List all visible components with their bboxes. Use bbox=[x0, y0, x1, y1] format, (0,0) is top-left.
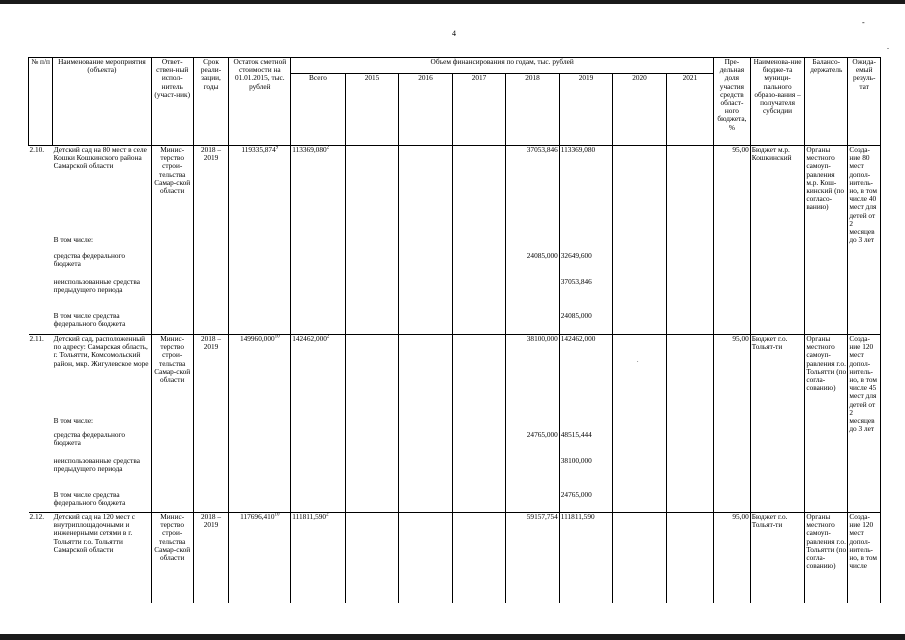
header-num: № п/п bbox=[29, 58, 53, 146]
header-share: Пре-дельная доля участия средств област-ного бюджета, % bbox=[714, 58, 751, 146]
header-year: 2019 bbox=[559, 74, 613, 146]
row-num: 2.12. bbox=[29, 513, 53, 603]
table-row bbox=[29, 513, 881, 603]
bottom-scan-border bbox=[0, 634, 905, 640]
header-holder: Балансо-держатель bbox=[805, 58, 848, 146]
header-name: Наименование мероприятия (объекта) bbox=[53, 58, 152, 146]
sub-row-2019: 37053,846 bbox=[559, 278, 613, 312]
header-year: 2020 bbox=[613, 74, 667, 146]
page-number: 4 bbox=[452, 29, 456, 38]
funding-table bbox=[28, 57, 881, 603]
corner-mark: . bbox=[887, 42, 889, 51]
row-budget: Бюджет г.о. Тольят-ти bbox=[750, 335, 805, 417]
header-budget: Наименова-ние бюдже-та муници-пального образо-вания – получателя субсидии bbox=[750, 58, 805, 146]
header-funding: Объем финансирования по годам, тыс. рублей bbox=[291, 58, 714, 74]
sub-row-2019: 48515,444 bbox=[559, 431, 613, 457]
row-holder: Органы местного самоуп-равления м.р. Кош-кинский (по согласо-ванию) bbox=[805, 146, 848, 252]
row-budget: Бюджет г.о. Тольят-ти bbox=[750, 513, 805, 603]
row-2018: 59157,754 bbox=[506, 513, 560, 603]
sub-row-2018 bbox=[506, 457, 560, 491]
header-year: 2015 bbox=[345, 74, 399, 146]
sub-row-2019: 24085,000 bbox=[559, 312, 613, 335]
row-2019: 142462,000 bbox=[559, 335, 613, 417]
row-total: 111811,590$^2$ bbox=[291, 513, 346, 603]
sub-row-2018 bbox=[506, 312, 560, 335]
sub-row-label: неиспользованные средства предыдущего периода bbox=[53, 277, 140, 294]
table-row bbox=[29, 335, 881, 513]
table-row bbox=[29, 146, 881, 335]
sub-row-label: В том числе: bbox=[53, 235, 94, 244]
sub-row-label: средства федерального бюджета bbox=[53, 430, 125, 447]
sub-row-2019: 24765,000 bbox=[559, 491, 613, 513]
row-2019: 113369,080 bbox=[559, 146, 613, 236]
top-scan-border bbox=[0, 0, 905, 4]
row-share: 95,00 bbox=[714, 513, 751, 603]
row-result: Созда-ние 120 мест допол-нитель-но, в том числе 45 мест для детей от 2 месяцев до 3 лет bbox=[848, 335, 881, 513]
row-resp: Минис-терство строи-тельства Самар-ской области bbox=[151, 335, 193, 417]
sub-row-2019: 38100,000 bbox=[559, 457, 613, 491]
header-result: Ожида-емый резуль-тат bbox=[848, 58, 881, 146]
sub-row-2018: 24085,000 bbox=[506, 252, 560, 278]
row-term: 2018 – 2019 bbox=[193, 335, 229, 417]
row-remainder: 117696,410$^{10}$ bbox=[229, 513, 291, 603]
row-2019: 111811,590 bbox=[559, 513, 613, 603]
row-resp: Минис-терство строи-тельства Самар-ской области bbox=[151, 513, 193, 603]
sub-row-2018 bbox=[506, 491, 560, 513]
row-name: Детский сад на 80 мест в селе Кошки Кошкинского района Самарской области bbox=[53, 146, 152, 236]
row-share: 95,00 bbox=[714, 335, 751, 417]
row-budget: Бюджет м.р. Кошкинский bbox=[750, 146, 805, 236]
row-result: Созда-ние 80 мест допол-нитель-но, в том числе 40 мест для детей от 2 месяцев до 3 лет bbox=[848, 146, 881, 335]
header-year: 2016 bbox=[399, 74, 453, 146]
sub-row-2018 bbox=[506, 278, 560, 312]
row-resp: Минис-терство строи-тельства Самар-ской области bbox=[151, 146, 193, 236]
header-remainder: Остаток сметной стоимости на 01.01.2015, тыс. рублей bbox=[229, 58, 291, 146]
row-num: 2.11. bbox=[29, 335, 53, 417]
row-holder: Органы местного самоуп-равления г.о. Тольятти (по согла-сованию) bbox=[805, 513, 848, 603]
row-total: 142462,000$^2$ bbox=[291, 335, 346, 417]
row-share: 95,00 bbox=[714, 146, 751, 236]
row-name: Детский сад, расположенный по адресу: Самарская область, г. Тольятти, Комсомольский район, мкр. Жигулевское море bbox=[53, 335, 152, 417]
sub-row-label: В том числе средства федерального бюджета bbox=[53, 311, 126, 328]
row-2018: 37053,846 bbox=[506, 146, 560, 236]
row-2018: 38100,000 bbox=[506, 335, 560, 417]
header-term: Срок реали-зации, годы bbox=[193, 58, 229, 146]
row-term: 2018 – 2019 bbox=[193, 513, 229, 603]
scan-speck: . bbox=[637, 358, 639, 364]
sub-row-2019: 32649,600 bbox=[559, 252, 613, 278]
sub-row-label: неиспользованные средства предыдущего периода bbox=[53, 456, 140, 473]
row-result: Созда-ние 120 мест допол-нитель-но, в том числе bbox=[848, 513, 881, 603]
row-total: 113369,080$^2$ bbox=[291, 146, 346, 236]
header-row bbox=[29, 58, 881, 74]
row-remainder: 149960,000$^{10}$ bbox=[229, 335, 291, 417]
header-year: 2021 bbox=[666, 74, 713, 146]
sub-row-label: В том числе: bbox=[53, 416, 94, 425]
sub-row-label: средства федерального бюджета bbox=[53, 251, 125, 268]
header-total: Всего bbox=[291, 74, 346, 146]
sub-row-label: В том числе средства федерального бюджета bbox=[53, 490, 126, 507]
row-holder: Органы местного самоуп-равления г.о. Тольятти (по согла-сованию) bbox=[805, 335, 848, 431]
sub-row-2018: 24765,000 bbox=[506, 431, 560, 457]
row-num: 2.10. bbox=[29, 146, 53, 236]
row-name: Детский сад на 120 мест с внутриплощадочными и инженерными сетями в г. Тольятти г.о. Тольятти Самарской области bbox=[53, 513, 152, 603]
row-term: 2018 – 2019 bbox=[193, 146, 229, 236]
header-year: 2018 bbox=[506, 74, 560, 146]
row-remainder: 119335,874$^9$ bbox=[229, 146, 291, 236]
corner-mark: - bbox=[862, 18, 865, 27]
header-year: 2017 bbox=[452, 74, 506, 146]
header-resp: Ответ-ствен-ный испол-нитель (участ-ник) bbox=[151, 58, 193, 146]
